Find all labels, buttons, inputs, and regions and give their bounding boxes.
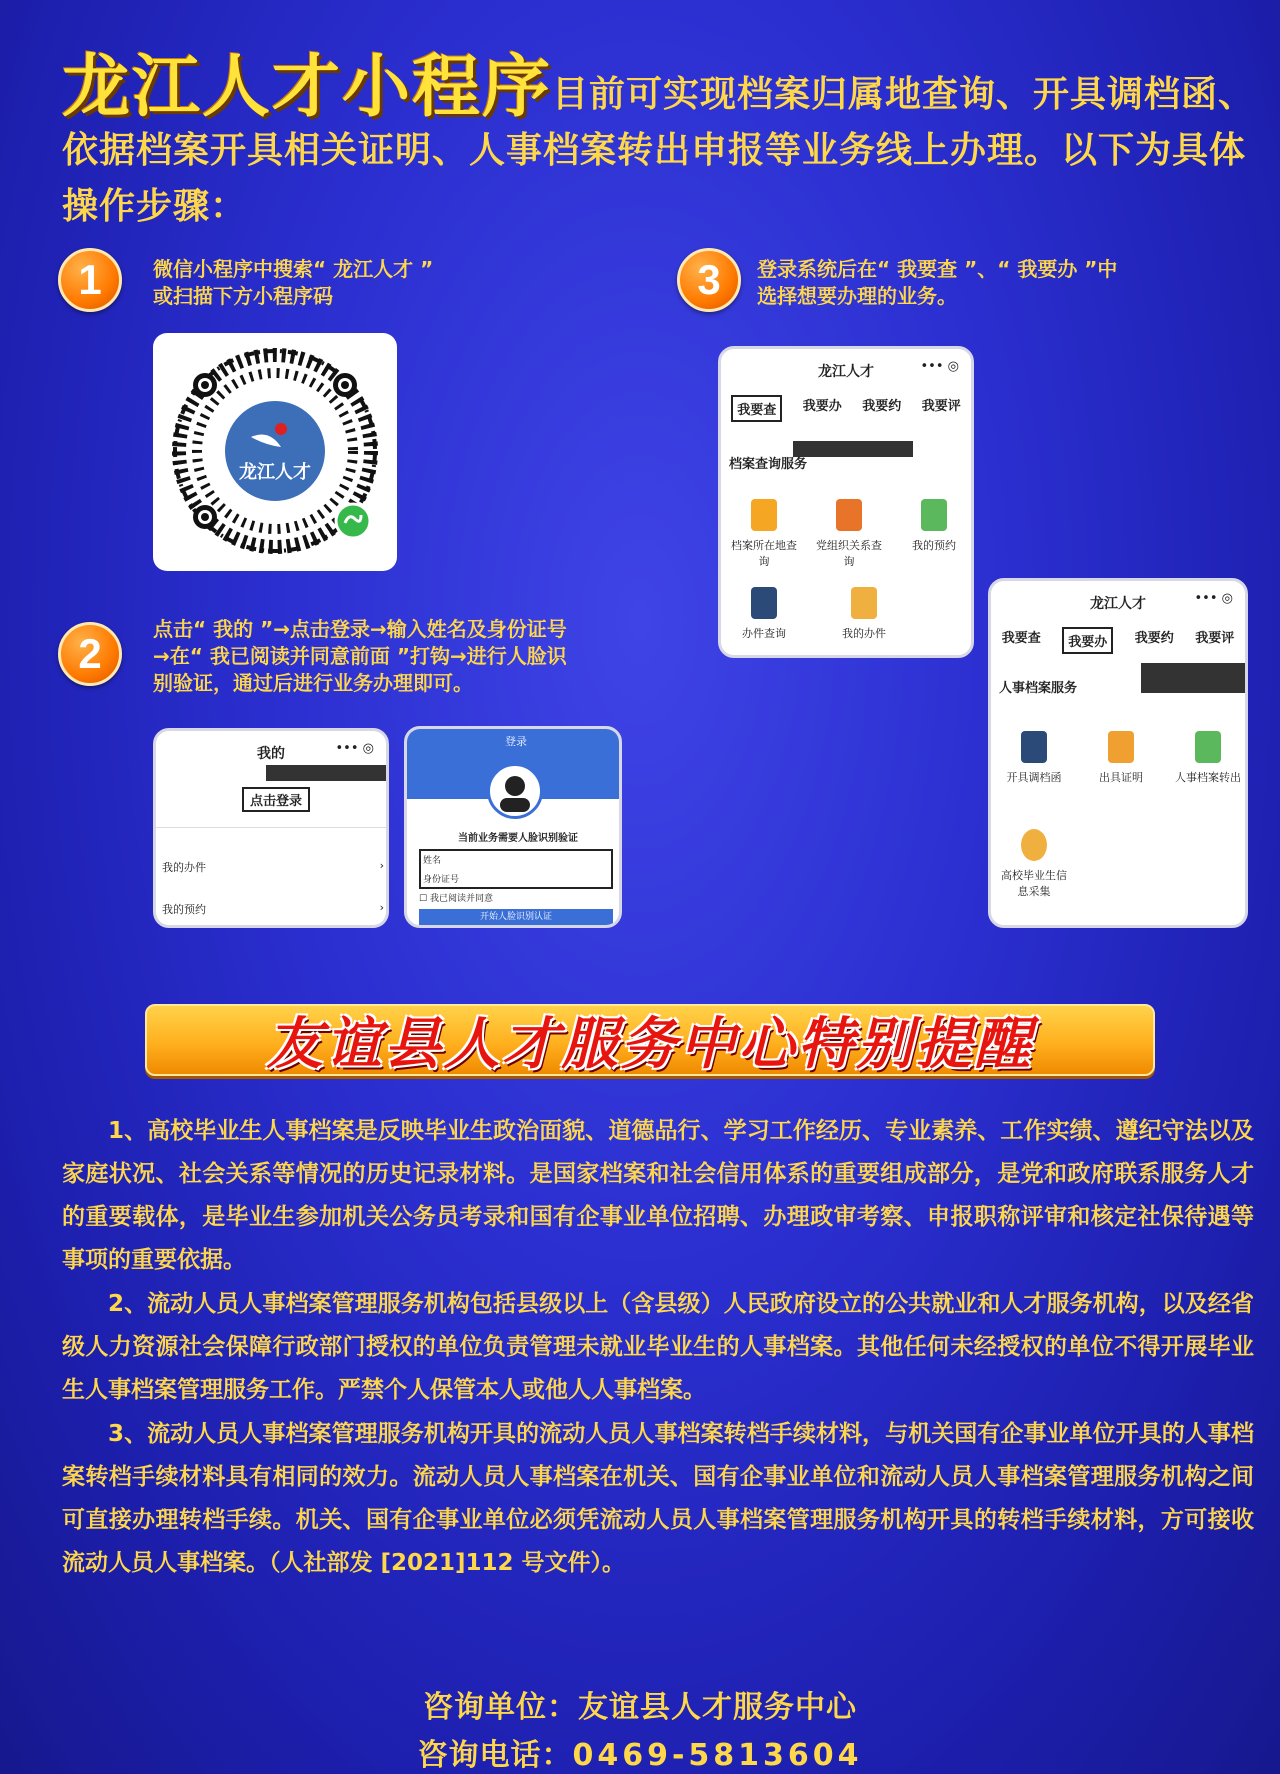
tab-handle[interactable]: 我要办	[1062, 627, 1113, 654]
qr-code-icon	[153, 333, 397, 571]
phone-query-screenshot	[718, 346, 974, 658]
service-grid-row2	[729, 587, 899, 641]
graduate-icon	[1021, 829, 1047, 861]
id-field-label[interactable]: 身份证号	[423, 875, 460, 885]
grid-item[interactable]: 我的预约	[899, 499, 969, 569]
step-2-text: 点击“ 我的 ”→点击登录→输入姓名及身份证号 →在“ 我已阅读并同意前面 ”打钩→进行人脸识 别验证，通过后进行业务办理即可。	[153, 617, 567, 695]
divider	[156, 827, 386, 828]
tip-box	[793, 441, 913, 457]
tab-handle[interactable]: 我要办	[802, 399, 842, 414]
face-avatar-icon	[487, 763, 543, 819]
clipboard-icon	[851, 587, 877, 619]
calendar-icon	[921, 499, 947, 531]
step-2-badge: 2	[58, 622, 122, 686]
tab-bar	[991, 627, 1245, 654]
section-title: 档案查询服务	[729, 457, 808, 472]
service-grid-row2	[999, 829, 1069, 899]
paragraph-1: 1、高校毕业生人事档案是反映毕业生政治面貌、道德品行、学习工作经历、专业素养、工作实绩、遵纪守法以及家庭状况、社会关系等情况的历史记录材料。是国家档案和社会信用体系的重要组成部分，是党和政府联系服务人才的重要载体，是毕业生参加机关公务员考录和国有企事业单位招聘、办理政审考察、申报职称评审和核定社保待遇等事项的重要依据。	[62, 1118, 1254, 1273]
face-heading: 当前业务需要人脸识别验证	[458, 833, 578, 844]
step-3-text: 登录系统后在“ 我要查 ”、“ 我要办 ”中 选择想要办理的业务。	[757, 257, 1118, 308]
qr-code-card	[153, 333, 397, 571]
folder-icon	[751, 499, 777, 531]
contact-unit: 咨询单位：友谊县人才服务中心	[423, 1690, 857, 1725]
grid-item[interactable]: 开具调档函	[999, 731, 1069, 785]
section-title: 人事档案服务	[999, 681, 1078, 696]
tab-appointment[interactable]: 我要约	[862, 399, 902, 414]
name-field-label[interactable]: 姓名	[423, 856, 442, 866]
intro-description: 目前可实现档案归属地查询、开具调档函、依据档案开具相关证明、人事档案转出申报等业务线上办理。以下为具体操作步骤：	[62, 74, 1256, 227]
contact-phone: 咨询电话：0469-5813604	[417, 1738, 863, 1773]
search-doc-icon	[751, 587, 777, 619]
tab-evaluate[interactable]: 我要评	[1195, 631, 1235, 646]
grid-item[interactable]: 人事档案转出	[1173, 731, 1243, 785]
tab-query[interactable]: 我要查	[731, 395, 782, 422]
intro-text	[62, 48, 1262, 238]
tab-evaluate[interactable]: 我要评	[921, 399, 961, 414]
reminder-paragraphs	[62, 1110, 1254, 1586]
phone-face-screenshot	[404, 726, 622, 928]
grid-item[interactable]: 高校毕业生信息采集	[999, 829, 1069, 899]
chevron-right-icon: ›	[379, 901, 384, 914]
certificate-icon	[1108, 731, 1134, 763]
phone-face-title: 登录	[505, 735, 527, 748]
paragraph-3: 3、流动人员人事档案管理服务机构开具的流动人员人事档案转档手续材料，与机关国有企事业单位开具的人事档案转档手续材料具有相同的效力。流动人员人事档案在机关、国有企事业单位和流动人员人事档案管理服务机构之间可直接办理转档手续。机关、国有企事业单位必须凭流动人员人事档案管理服务机构开具的转档手续材料，方可接收流动人员人事档案。（人社部发 [2021]112 号文件）。	[62, 1421, 1254, 1576]
chevron-right-icon: ›	[379, 859, 384, 872]
letter-icon	[1021, 731, 1047, 763]
grid-item[interactable]: 党组织关系查询	[814, 499, 884, 569]
more-icon: ••• ◎	[335, 741, 374, 756]
grid-item[interactable]: 出具证明	[1086, 731, 1156, 785]
transfer-icon	[1195, 731, 1221, 763]
face-start-button[interactable]: 开始人脸识别认证	[419, 909, 613, 925]
tab-appointment[interactable]: 我要约	[1134, 631, 1174, 646]
more-icon: ••• ◎	[920, 359, 959, 374]
qr-logo-text: 龙江人才	[239, 462, 311, 483]
phone-handle-title: 龙江人才	[1090, 596, 1146, 612]
service-grid	[999, 731, 1243, 785]
step-3-badge: 3	[677, 248, 741, 312]
step-1-text: 微信小程序中搜索“ 龙江人才 ” 或扫描下方小程序码	[153, 257, 434, 308]
list-item[interactable]: 我的办件 ›	[162, 859, 384, 874]
step-1-badge: 1	[58, 248, 122, 312]
reminder-banner	[145, 1004, 1155, 1076]
document-icon	[836, 499, 862, 531]
phone-login-title: 我的	[257, 746, 285, 762]
phone-handle-screenshot	[988, 578, 1248, 928]
tab-bar	[721, 395, 971, 422]
paragraph-2: 2、流动人员人事档案管理服务机构包括县级以上（含县级）人民政府设立的公共就业和人才服务机构，以及经省级人力资源社会保障行政部门授权的单位负责管理未就业毕业生的人事档案。其他任何未经授权的单位不得开展毕业生人事档案管理服务工作。严禁个人保管本人或他人人事档案。	[62, 1291, 1254, 1403]
app-name: 龙江人才小程序	[62, 48, 553, 127]
more-icon: ••• ◎	[1194, 591, 1233, 606]
tip-box	[1141, 663, 1245, 693]
phone-login-screenshot	[153, 728, 389, 928]
service-grid	[729, 499, 969, 569]
tab-query[interactable]: 我要查	[1001, 631, 1041, 646]
grid-item[interactable]: 档案所在地查询	[729, 499, 799, 569]
list-item[interactable]: 我的预约 ›	[162, 901, 384, 916]
grid-item[interactable]: 办件查询	[729, 587, 799, 641]
phone-query-title: 龙江人才	[818, 364, 874, 380]
grid-item[interactable]: 我的办件	[829, 587, 899, 641]
face-form	[419, 849, 613, 889]
login-button[interactable]: 点击登录	[242, 787, 310, 812]
agree-checkbox[interactable]: ☐ 我已阅读并同意	[419, 894, 493, 904]
banner-title: 友谊县人才服务中心特别提醒	[266, 1012, 1034, 1077]
tip-box	[266, 765, 386, 781]
